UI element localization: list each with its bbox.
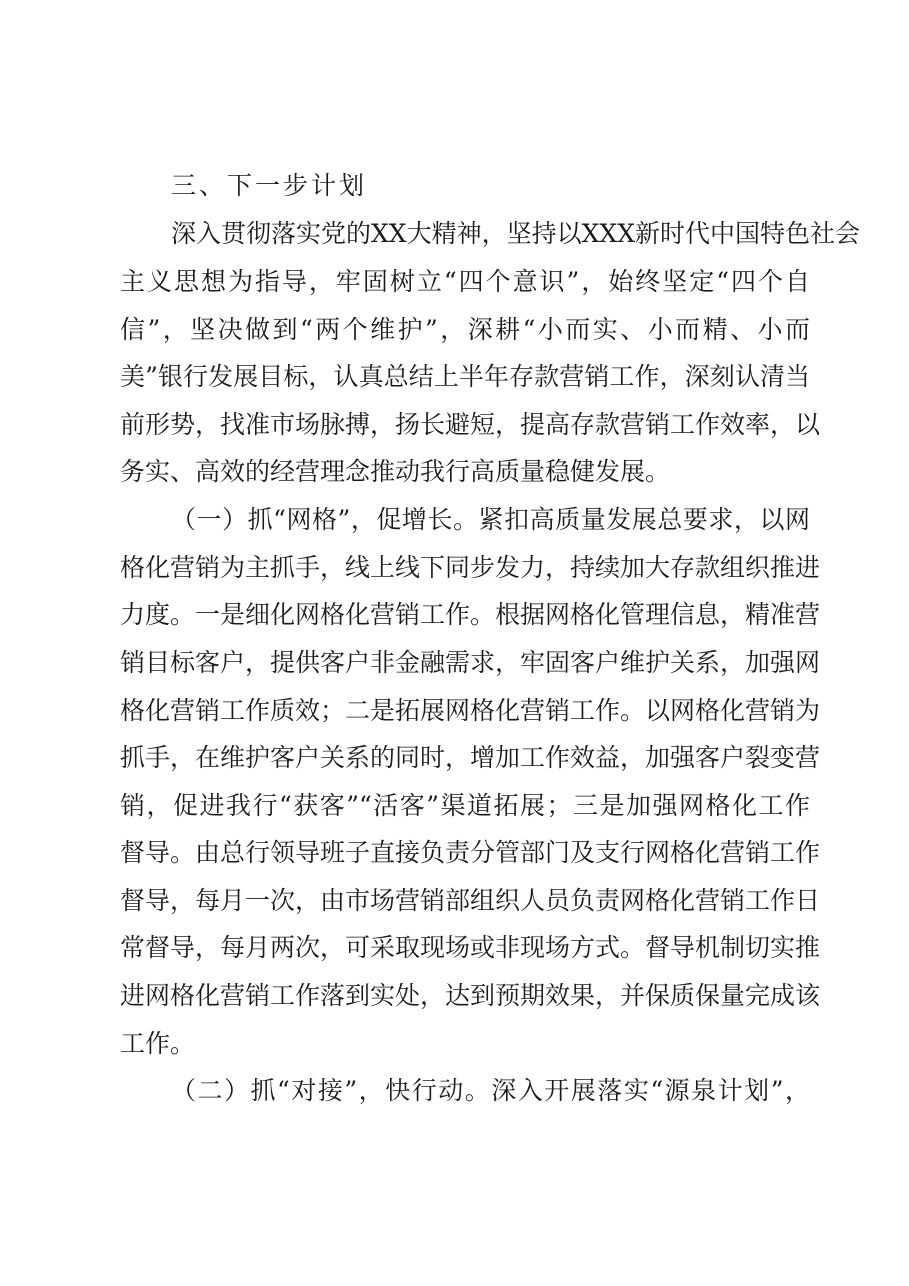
paragraph-1-line-1: 深入贯彻落实党的XX大精神，坚持以XXX新时代中国特色社会	[171, 219, 860, 248]
paragraph-2-line-10: 常督导，每月两次，可采取现场或非现场方式。督导机制切实推	[120, 933, 821, 962]
paragraph-2-line-1: （一）抓“网格”，促增长。紧扣高质量发展总要求，以网	[171, 505, 810, 534]
paragraph-2-line-6: 抓手，在维护客户关系的同时，增加工作效益，加强客户裂变营	[120, 743, 821, 772]
section-heading: 三、下一步计划	[171, 171, 368, 200]
paragraph-2-line-12: 工作。	[120, 1029, 196, 1058]
paragraph-1-line-3: 信”，坚决做到“两个维护”，深耕“小而实、小而精、小而	[120, 315, 810, 344]
paragraph-3-line-1: （二）抓“对接”，快行动。深入开展落实“源泉计划”，	[171, 1076, 810, 1105]
paragraph-2-line-11: 进网格化营销工作落到实处，达到预期效果，并保质保量完成该	[120, 981, 821, 1010]
paragraph-1-line-6: 务实、高效的经营理念推动我行高质量稳健发展。	[120, 457, 671, 486]
paragraph-2-line-7: 销，促进我行“获客”“活客”渠道拓展；三是加强网格化工作	[120, 791, 810, 820]
paragraph-2-line-2: 格化营销为主抓手，线上线下同步发力，持续加大存款组织推进	[120, 553, 821, 582]
paragraph-1-line-5: 前形势，找准市场脉搏，扬长避短，提高存款营销工作效率，以	[120, 410, 821, 439]
paragraph-2-line-8: 督导。由总行领导班子直接负责分管部门及支行网格化营销工作	[120, 838, 821, 867]
paragraph-2-line-5: 格化营销工作质效；二是拓展网格化营销工作。以网格化营销为	[120, 696, 821, 725]
paragraph-1-line-2: 主义思想为指导，牢固树立“四个意识”，始终坚定“四个自	[120, 267, 810, 296]
paragraph-2-line-4: 销目标客户，提供客户非金融需求，牢固客户维护关系，加强网	[120, 648, 821, 677]
paragraph-2-line-9: 督导，每月一次，由市场营销部组织人员负责网格化营销工作日	[120, 886, 821, 915]
paragraph-2-line-3: 力度。一是细化网格化营销工作。根据网格化管理信息，精准营	[120, 600, 821, 629]
paragraph-1-line-4: 美”银行发展目标，认真总结上半年存款营销工作，深刻认清当	[120, 362, 810, 391]
